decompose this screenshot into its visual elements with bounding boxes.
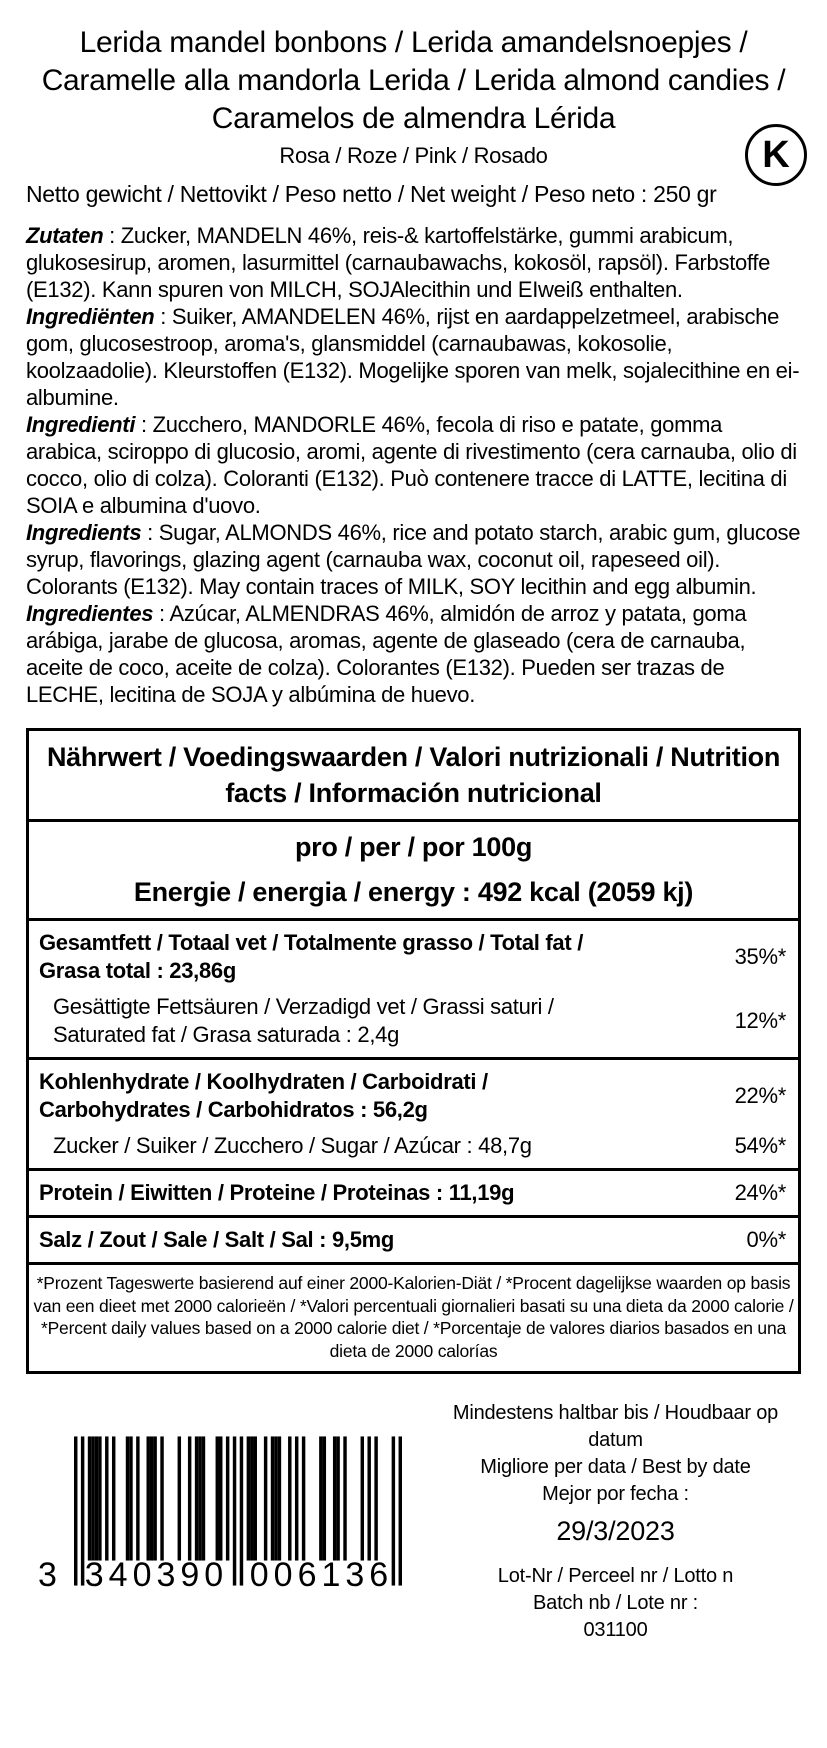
nutrient-label: Salz / Zout / Sale / Salt / Sal : 9,5mg xyxy=(39,1227,395,1252)
nutrition-footnote: *Prozent Tageswerte basierend auf einer 2000-Kalorien-Diät / *Procent dagelijkse waarden op basis van een dieet met 2000 calorieën / *Valori percentuali giornalieri basati su una dieta da 2000 calorie / *Percent daily values based on a 2000 calorie diet / *Porcentaje de valores diarios basados en una dieta de 2000 calorías xyxy=(33,1273,794,1361)
daily-value: 54%* xyxy=(734,1133,786,1158)
ingredients-paragraph-de xyxy=(26,222,801,303)
color-variant: Rosa / Roze / Pink / Rosado xyxy=(279,143,548,168)
row-protein xyxy=(29,1175,798,1211)
daily-value: 35%* xyxy=(734,944,786,969)
energy-value: Energie / energia / energy : 492 kcal (2059 kj) xyxy=(133,877,694,907)
serving-size: pro / per / por 100g xyxy=(294,832,533,862)
row-carbohydrates xyxy=(29,1064,798,1128)
nutrient-label: Gesamtfett / Totaal vet / Totalmente grasso / Total fat / Grasa total : 23,86g xyxy=(39,930,584,983)
nutrient-label: Zucker / Suiker / Zucchero / Sugar / Azúcar : 48,7g xyxy=(53,1133,532,1158)
net-weight: Netto gewicht / Nettovikt / Peso netto / Net weight / Peso neto : 250 gr xyxy=(26,181,717,207)
ingredient-text: : Zucchero, MANDORLE 46%, fecola di riso e patate, gomma arabica, sciroppo di glucosio, aromi, agente di rivestimento (cera carnauba, olio di cocco, olio di colza). Coloranti (E132). Può contenere tracce di LATTE, lecitina di SOIA e albumina d'uovo. xyxy=(26,412,797,518)
ingredients-paragraph-nl xyxy=(26,303,801,411)
lot-line: Lot-Nr / Perceel nr / Lotto n xyxy=(497,1565,734,1587)
salt-section xyxy=(29,1218,798,1265)
barcode-digit-first: 3 xyxy=(38,1556,57,1594)
barcode xyxy=(38,1436,430,1612)
ingredients-paragraph-en xyxy=(26,519,801,600)
best-by-line: Mindestens haltbar bis / Houdbaar op datum xyxy=(452,1402,779,1451)
kosher-badge xyxy=(745,124,807,186)
daily-value: 22%* xyxy=(734,1083,786,1108)
row-total-fat xyxy=(29,925,798,989)
lot-number: 031100 xyxy=(583,1619,648,1641)
ingredient-language-label: Ingrediënten xyxy=(26,304,155,329)
row-sugar xyxy=(29,1128,798,1164)
serving-energy-cell xyxy=(29,822,798,921)
nutrient-label: Kohlenhydrate / Koolhydraten / Carboidrati / Carbohydrates / Carbohidratos : 56,2g xyxy=(39,1069,488,1122)
barcode-digits-left: 340390 xyxy=(84,1556,229,1594)
best-by-line: Migliore per data / Best by date xyxy=(480,1456,751,1478)
daily-value: 12%* xyxy=(734,1008,786,1033)
ingredient-text: : Azúcar, ALMENDRAS 46%, almidón de arroz y patata, goma arábiga, jarabe de glucosa, aromas, agente de glaseado (cera de carnauba, aceite de coco, aceite de colza). Colorantes (E132). Pueden ser trazas de LECHE, lecitina de SOJA y albúmina de huevo. xyxy=(26,601,747,707)
nutrition-header: Nährwert / Voedingswaarden / Valori nutrizionali / Nutrition facts / Información nutricional xyxy=(29,731,798,822)
fat-section xyxy=(29,921,798,1060)
traceability-block xyxy=(430,1400,801,1644)
best-by-line: Mejor por fecha : xyxy=(542,1483,689,1505)
ingredient-text: : Zucker, MANDELN 46%, reis-& kartoffelstärke, gummi arabicum, glukosesirup, aromen, lasurmittel (carnaubawachs, kokosöl, rapsöl). Farbstoffe (E132). Kann spuren von MILCH, SOJAlecithin und EIweiß enthalten. xyxy=(26,223,771,302)
best-by-date: 29/3/2023 xyxy=(556,1516,675,1546)
bottom-section xyxy=(26,1400,801,1644)
carbohydrate-section xyxy=(29,1060,798,1171)
barcode-digits xyxy=(38,1556,404,1595)
protein-section xyxy=(29,1171,798,1218)
lot-line: Batch nb / Lote nr : xyxy=(533,1592,698,1614)
ingredient-language-label: Zutaten xyxy=(26,223,104,248)
ingredients-paragraph-es xyxy=(26,600,801,708)
daily-value: 24%* xyxy=(734,1180,786,1205)
ingredient-text: : Sugar, ALMONDS 46%, rice and potato starch, arabic gum, glucose syrup, flavorings, glazing agent (carnauba wax, coconut oil, rapeseed oil). Colorants (E132). May contain traces of MILK, SOY lecithin and egg albumin. xyxy=(26,520,801,599)
row-saturated-fat xyxy=(29,989,798,1053)
barcode-digits-right: 006136 xyxy=(249,1556,394,1594)
nutrition-table xyxy=(26,728,801,1374)
row-salt xyxy=(29,1222,798,1258)
product-title: Lerida mandel bonbons / Lerida amandelsnoepjes / Caramelle alla mandorla Lerida / Lerida almond candies / Caramelos de almendra Lérida xyxy=(41,26,786,135)
ingredient-language-label: Ingredientes xyxy=(26,601,154,626)
nutrient-label: Gesättigte Fettsäuren / Verzadigd vet / Grassi saturi / Saturated fat / Grasa saturada : 2,4g xyxy=(53,994,554,1047)
ingredient-language-label: Ingredienti xyxy=(26,412,136,437)
ingredients-section xyxy=(26,222,801,708)
ingredients-paragraph-it xyxy=(26,411,801,519)
kosher-letter: K xyxy=(762,133,790,176)
nutrient-label: Protein / Eiwitten / Proteine / Proteinas : 11,19g xyxy=(39,1180,515,1205)
ingredient-text: : Suiker, AMANDELEN 46%, rijst en aardappelzetmeel, arabische gom, glucosestroop, aroma's, glansmiddel (carnaubawas, kokosolie, koolzaadolie). Kleurstoffen (E132). Mogelijke sporen van melk, sojalecithine en ei-albumine. xyxy=(26,304,800,410)
ingredient-language-label: Ingredients xyxy=(26,520,142,545)
daily-value: 0%* xyxy=(746,1227,786,1252)
